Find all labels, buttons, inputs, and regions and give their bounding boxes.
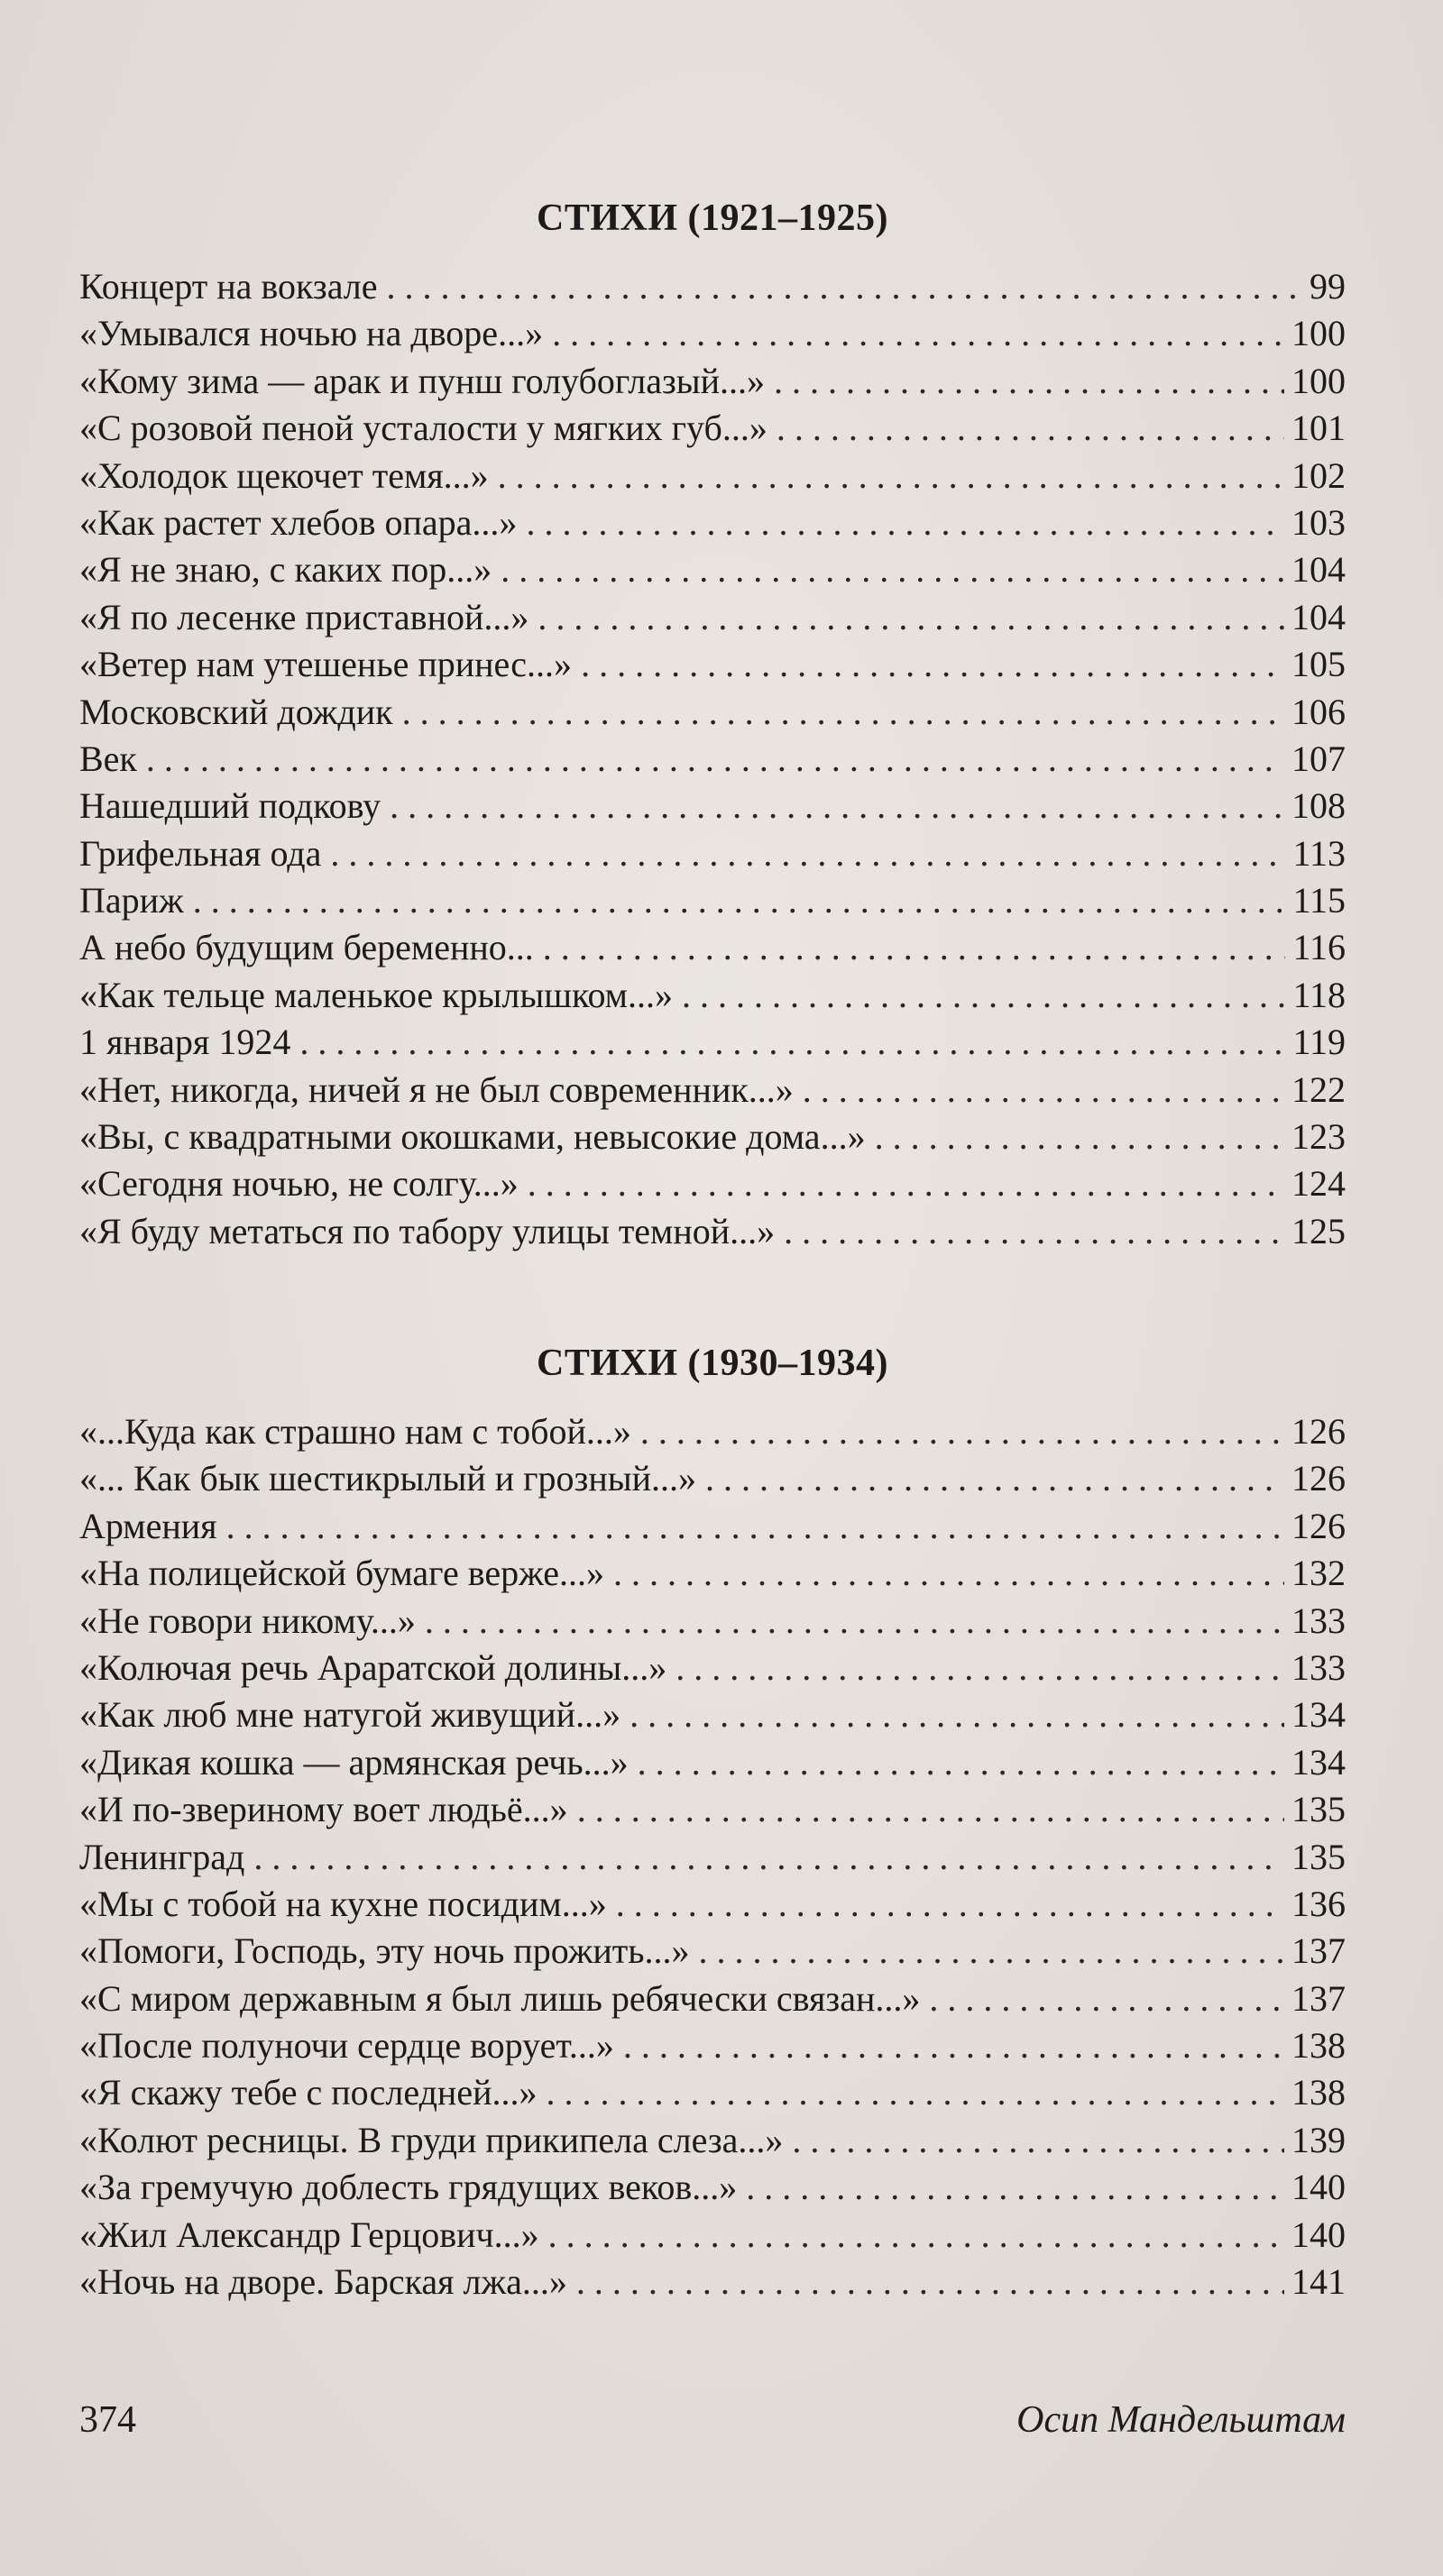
toc-entry-page: 107 xyxy=(1291,738,1346,779)
dot-leader xyxy=(498,453,1284,500)
toc-entry-title: «И по-звериному воет людьё...» xyxy=(79,1789,568,1830)
dot-leader xyxy=(538,594,1284,641)
toc-entry-page: 116 xyxy=(1292,927,1346,968)
toc-entry xyxy=(79,2069,1346,2116)
toc-entry xyxy=(79,1503,1346,1550)
dot-leader xyxy=(390,783,1284,830)
toc-entry-page: 137 xyxy=(1291,1977,1346,2019)
dot-leader xyxy=(387,263,1302,310)
toc-entry xyxy=(79,594,1346,641)
toc-entry-title: «Помоги, Господь, эту ночь прожить...» xyxy=(79,1930,690,1972)
toc-entry-page: 135 xyxy=(1291,1836,1346,1877)
toc-entry-title: «За гремучую доблесть грядущих веков...» xyxy=(79,2167,738,2208)
toc-entry xyxy=(79,641,1346,688)
dot-leader xyxy=(630,1691,1284,1738)
toc-entry-title: «Я по лесенке приставной...» xyxy=(79,596,529,637)
toc-entry-page: 135 xyxy=(1291,1789,1346,1830)
dot-leader xyxy=(676,1645,1284,1691)
toc-entry-page: 136 xyxy=(1291,1883,1346,1924)
toc-entry-title: «... Как бык шестикрылый и грозный...» xyxy=(79,1458,697,1499)
toc-entry xyxy=(79,2164,1346,2211)
toc-entry-title: 1 января 1924 xyxy=(79,1022,291,1063)
toc-entry-page: 113 xyxy=(1292,832,1346,874)
toc-entry-title: А небо будущим беременно... xyxy=(79,927,534,968)
toc-section-1930-1934 xyxy=(79,1336,1346,2306)
toc-entry xyxy=(79,972,1346,1019)
toc-entry-title: «Как люб мне натугой живущий...» xyxy=(79,1694,621,1736)
toc-entry xyxy=(79,2212,1346,2259)
toc-entry xyxy=(79,830,1346,877)
toc-entry-title: Армения xyxy=(79,1505,217,1546)
toc-entry xyxy=(79,1114,1346,1160)
toc-entry-title: «С розовой пеной усталости у мягких губ...» xyxy=(79,408,767,449)
page-number: 374 xyxy=(79,2399,136,2441)
toc-entry-page: 100 xyxy=(1291,313,1346,354)
toc-entry-page: 119 xyxy=(1292,1022,1346,1063)
toc-entry-page: 99 xyxy=(1310,266,1346,307)
dot-leader xyxy=(501,546,1284,593)
toc-entry xyxy=(79,1691,1346,1738)
toc-entry-title: «Мы с тобой на кухне посидим...» xyxy=(79,1883,607,1924)
section-title: СТИХИ (1921–1925) xyxy=(537,197,888,239)
toc-entry-title: «Как тельце маленькое крылышком...» xyxy=(79,974,673,1015)
dot-leader xyxy=(146,736,1284,783)
toc-entry xyxy=(79,736,1346,783)
dot-leader xyxy=(546,2069,1284,2116)
toc-entry xyxy=(79,1834,1346,1881)
toc-entry-page: 134 xyxy=(1291,1741,1346,1783)
toc-entry-title: «...Куда как страшно нам с тобой...» xyxy=(79,1411,631,1452)
toc-entry xyxy=(79,1598,1346,1645)
toc-entry-page: 103 xyxy=(1291,501,1346,543)
toc-entry-title: «Я буду метаться по табору улицы темной...» xyxy=(79,1210,776,1251)
toc-entry-title: «Колючая речь Араратской долины...» xyxy=(79,1646,667,1688)
toc-entry-title: «Нет, никогда, ничей я не был современник...» xyxy=(79,1068,794,1110)
toc-entry-title: «Вы, с квадратными окошками, невысокие дома...» xyxy=(79,1116,866,1158)
dot-leader xyxy=(193,877,1286,924)
toc-entry-title: Концерт на вокзале xyxy=(79,266,378,307)
toc-entry-page: 104 xyxy=(1291,549,1346,591)
dot-leader xyxy=(929,1976,1284,2022)
toc-entry-title: Нашедший подкову xyxy=(79,785,381,827)
toc-entry xyxy=(79,453,1346,500)
toc-entry-page: 100 xyxy=(1291,360,1346,401)
toc-entry-title: Век xyxy=(79,738,137,779)
toc-entry-page: 102 xyxy=(1291,454,1346,496)
toc-entry-page: 118 xyxy=(1292,974,1346,1015)
toc-entry-title: «Ветер нам утешенье принес...» xyxy=(79,644,573,685)
toc-entry-title: «Колют ресницы. В груди прикипела слеза...» xyxy=(79,2119,784,2160)
dot-leader xyxy=(330,830,1285,877)
toc-entry-page: 141 xyxy=(1291,2261,1346,2303)
dot-leader xyxy=(682,972,1285,1019)
toc-entry-page: 106 xyxy=(1291,691,1346,732)
toc-entry xyxy=(79,689,1346,736)
toc-entry xyxy=(79,263,1346,310)
dot-leader xyxy=(705,1455,1284,1502)
dot-leader xyxy=(792,2117,1284,2164)
toc-entry xyxy=(79,877,1346,924)
toc-entry-page: 104 xyxy=(1291,596,1346,637)
toc-entry xyxy=(79,1881,1346,1928)
dot-leader xyxy=(581,641,1284,688)
dot-leader xyxy=(803,1067,1284,1114)
toc-entry-page: 138 xyxy=(1291,2025,1346,2067)
dot-leader xyxy=(543,924,1286,971)
toc-entry-title: «После полуночи сердце ворует...» xyxy=(79,2025,614,2067)
dot-leader xyxy=(402,689,1284,736)
dot-leader xyxy=(253,1834,1284,1881)
toc-entry-title: Грифельная ода xyxy=(79,832,322,874)
toc-entry-page: 124 xyxy=(1291,1163,1346,1205)
toc-entry-page: 126 xyxy=(1291,1505,1346,1546)
dot-leader xyxy=(576,2259,1284,2306)
section-title: СТИХИ (1930–1934) xyxy=(537,1343,888,1384)
toc-entry-title: «Я скажу тебе с последней...» xyxy=(79,2072,538,2113)
toc-entry-title: «Дикая кошка — армянская речь...» xyxy=(79,1741,629,1783)
toc-entry-page: 140 xyxy=(1291,2167,1346,2208)
dot-leader xyxy=(299,1019,1285,1066)
toc-entry-page: 134 xyxy=(1291,1694,1346,1736)
toc-section-1921-1925 xyxy=(79,191,1346,1255)
toc-entry-page: 139 xyxy=(1291,2119,1346,2160)
dot-leader xyxy=(784,1208,1284,1255)
dot-leader xyxy=(552,310,1284,357)
running-author: Осип Мандельштам xyxy=(1016,2399,1346,2441)
toc-entry-page: 133 xyxy=(1291,1646,1346,1688)
toc-entry xyxy=(79,2022,1346,2069)
toc-entry-page: 133 xyxy=(1291,1600,1346,1641)
toc-entry-title: «С миром державным я был лишь ребячески связан...» xyxy=(79,1977,921,2019)
toc-entry-page: 125 xyxy=(1291,1210,1346,1251)
toc-entry xyxy=(79,1160,1346,1207)
toc-entry-title: «Жил Александр Герцович...» xyxy=(79,2214,539,2255)
dot-leader xyxy=(425,1598,1284,1645)
toc-entry-title: Ленинград xyxy=(79,1836,245,1877)
toc-entry-title: «Не говори никому...» xyxy=(79,1600,416,1641)
toc-entry-page: 123 xyxy=(1291,1116,1346,1158)
toc-entry xyxy=(79,1208,1346,1255)
toc-entry xyxy=(79,2117,1346,2164)
toc-entry xyxy=(79,924,1346,971)
toc-entry-page: 126 xyxy=(1291,1458,1346,1499)
toc-entry-page: 122 xyxy=(1291,1068,1346,1110)
dot-leader xyxy=(623,2022,1284,2069)
toc-entry xyxy=(79,1455,1346,1502)
toc-entry xyxy=(79,1976,1346,2022)
toc-entry-page: 140 xyxy=(1291,2214,1346,2255)
toc-entry xyxy=(79,1067,1346,1114)
toc-entry-page: 138 xyxy=(1291,2072,1346,2113)
dot-leader xyxy=(746,2164,1284,2211)
toc-entry xyxy=(79,1645,1346,1691)
toc-entry-title: «Ночь на дворе. Барская лжа...» xyxy=(79,2261,567,2303)
toc-entry xyxy=(79,2259,1346,2306)
toc-entry xyxy=(79,783,1346,830)
toc-entry-title: «Как растет хлебов опара...» xyxy=(79,501,518,543)
toc-list xyxy=(79,1408,1346,2306)
toc-entry xyxy=(79,1408,1346,1455)
dot-leader xyxy=(875,1114,1284,1160)
toc-entry-title: «Холодок щекочет темя...» xyxy=(79,454,489,496)
toc-entry-page: 137 xyxy=(1291,1930,1346,1972)
dot-leader xyxy=(638,1739,1284,1786)
dot-leader xyxy=(528,1160,1284,1207)
page-footer xyxy=(79,2398,1346,2442)
toc-entry-page: 108 xyxy=(1291,785,1346,827)
dot-leader xyxy=(613,1550,1284,1597)
toc-entry xyxy=(79,500,1346,546)
toc-entry-title: «Кому зима — арак и пунш голубоглазый...» xyxy=(79,360,766,401)
dot-leader xyxy=(698,1928,1284,1975)
toc-entry xyxy=(79,1019,1346,1066)
toc-entry-page: 115 xyxy=(1292,880,1346,921)
dot-leader xyxy=(777,405,1284,452)
toc-entry-title: «Сегодня ночью, не солгу...» xyxy=(79,1163,519,1205)
toc-entry xyxy=(79,1550,1346,1597)
toc-entry xyxy=(79,1786,1346,1833)
toc-entry xyxy=(79,1739,1346,1786)
toc-entry xyxy=(79,310,1346,357)
toc-entry-page: 101 xyxy=(1291,408,1346,449)
toc-entry xyxy=(79,1928,1346,1975)
toc-entry-title: Париж xyxy=(79,880,184,921)
dot-leader xyxy=(226,1503,1284,1550)
toc-entry xyxy=(79,358,1346,405)
dot-leader xyxy=(548,2212,1284,2259)
dot-leader xyxy=(616,1881,1284,1928)
toc-entry-title: «Умывался ночью на дворе...» xyxy=(79,313,544,354)
dot-leader xyxy=(526,500,1284,546)
dot-leader xyxy=(774,358,1284,405)
toc-entry xyxy=(79,405,1346,452)
toc-entry-title: «Я не знаю, с каких пор...» xyxy=(79,549,492,591)
toc-entry-page: 132 xyxy=(1291,1553,1346,1594)
toc-entry-title: Московский дождик xyxy=(79,691,393,732)
toc-entry xyxy=(79,546,1346,593)
dot-leader xyxy=(577,1786,1284,1833)
dot-leader xyxy=(640,1408,1284,1455)
toc-entry-page: 105 xyxy=(1291,644,1346,685)
toc-entry-title: «На полицейской бумаге верже...» xyxy=(79,1553,605,1594)
toc-list xyxy=(79,263,1346,1255)
toc-entry-page: 126 xyxy=(1291,1411,1346,1452)
